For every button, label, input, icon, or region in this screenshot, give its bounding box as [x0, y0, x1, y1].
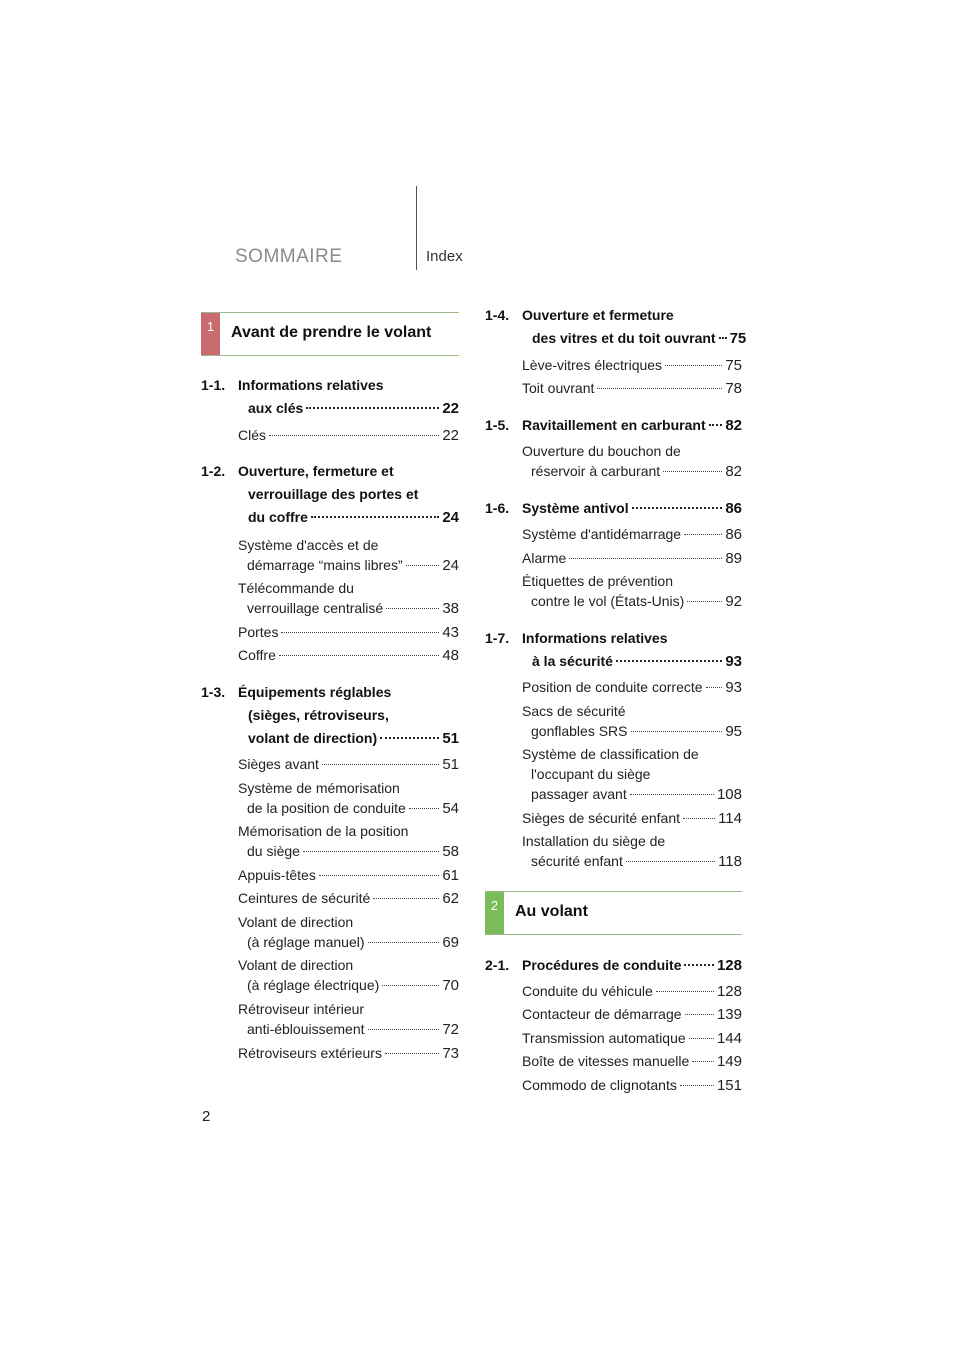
toc-item-ceintures[interactable]: Ceintures de sécurité 62 — [238, 890, 459, 907]
page-ref: 22 — [442, 427, 459, 444]
toc-item-appuis-tetes[interactable]: Appuis-têtes 61 — [238, 867, 459, 884]
toc-item-commodo[interactable]: Commodo de clignotants 151 — [522, 1077, 742, 1094]
page-ref: 58 — [442, 843, 459, 860]
page-ref: 62 — [442, 890, 459, 907]
section-number: 2 — [485, 892, 504, 934]
page-ref: 75 — [725, 357, 742, 374]
toc-item-alarme[interactable]: Alarme 89 — [522, 550, 742, 567]
toc-item-memorisation-siege[interactable]: Mémorisation de la position du siège 58 — [238, 823, 459, 860]
page-ref: 128 — [716, 983, 742, 1000]
section-banner-1[interactable] — [201, 312, 459, 356]
toc-item-position-conduite[interactable]: Position de conduite correcte 93 — [522, 679, 742, 696]
toc-item-contacteur[interactable]: Contacteur de démarrage 139 — [522, 1006, 742, 1023]
section-number: 1 — [201, 313, 220, 355]
toc-item-leve-vitres[interactable]: Lève-vitres électriques 75 — [522, 357, 742, 374]
page-ref: 86 — [725, 500, 742, 517]
toc-item-toit-ouvrant[interactable]: Toit ouvrant 78 — [522, 380, 742, 397]
page-ref: 82 — [725, 463, 742, 480]
page-ref: 51 — [442, 756, 459, 773]
page-ref: 93 — [725, 653, 742, 670]
toc-item-memorisation-conduite[interactable]: Système de mémorisation de la position de conduite 54 — [238, 780, 459, 817]
toc-item-etiquettes[interactable]: Étiquettes de prévention contre le vol (États-Unis) 92 — [522, 573, 742, 610]
page-ref: 128 — [716, 957, 742, 974]
page-ref: 78 — [725, 380, 742, 397]
contents-tab[interactable]: SOMMAIRE — [235, 246, 343, 267]
page-ref: 48 — [442, 647, 459, 664]
page-ref: 70 — [442, 977, 459, 994]
page-ref: 108 — [716, 786, 742, 803]
section-title: Au volant — [515, 903, 588, 920]
toc-item-acces-mains-libres[interactable]: Système d'accès et de démarrage “mains libres” 24 — [238, 537, 459, 574]
page-ref: 22 — [442, 400, 459, 417]
toc-item-transmission[interactable]: Transmission automatique 144 — [522, 1030, 742, 1047]
toc-item-bouchon-reservoir[interactable]: Ouverture du bouchon de réservoir à carburant 82 — [522, 443, 742, 480]
page-ref: 149 — [716, 1053, 742, 1070]
page-ref: 54 — [442, 800, 459, 817]
toc-item-boite-vitesses[interactable]: Boîte de vitesses manuelle 149 — [522, 1053, 742, 1070]
page-ref: 139 — [716, 1006, 742, 1023]
page-ref: 151 — [716, 1077, 742, 1094]
page-ref: 118 — [718, 853, 742, 870]
toc-item-volant-electrique[interactable]: Volant de direction (à réglage électrique) 70 — [238, 957, 459, 994]
toc-item-retroviseur-interieur[interactable]: Rétroviseur intérieur anti-éblouissement 72 — [238, 1001, 459, 1038]
page-ref: 24 — [442, 509, 459, 526]
page-ref: 73 — [442, 1045, 459, 1062]
section-title: Avant de prendre le volant — [231, 324, 432, 341]
page-number: 2 — [202, 1108, 211, 1125]
toc-item-sieges-avant[interactable]: Sièges avant 51 — [238, 756, 459, 773]
page-ref: 61 — [442, 867, 459, 884]
toc-item-conduite-vehicule[interactable]: Conduite du véhicule 128 — [522, 983, 742, 1000]
page-ref: 144 — [716, 1030, 742, 1047]
toc-item-antidemarrage[interactable]: Système d'antidémarrage 86 — [522, 526, 742, 543]
toc-item-cles[interactable]: Clés 22 — [238, 427, 459, 444]
toc-item-sieges-enfant[interactable]: Sièges de sécurité enfant 114 — [522, 810, 742, 827]
page-ref: 92 — [725, 593, 742, 610]
toc-item-classification-occupant[interactable]: Système de classification de l'occupant du siège passager avant 108 — [522, 746, 742, 803]
page-ref: 43 — [442, 624, 459, 641]
toc-item-sacs-securite[interactable]: Sacs de sécurité gonflables SRS 95 — [522, 703, 742, 740]
page-ref: 89 — [725, 550, 742, 567]
toc-item-installation-siege[interactable]: Installation du siège de sécurité enfant 118 — [522, 833, 742, 870]
page-ref: 69 — [442, 934, 459, 951]
section-banner-2[interactable] — [485, 891, 742, 935]
page-ref: 75 — [729, 330, 747, 347]
page-ref: 93 — [725, 679, 742, 696]
toc-item-retroviseurs-exterieurs[interactable]: Rétroviseurs extérieurs 73 — [238, 1045, 459, 1062]
toc-item-portes[interactable]: Portes 43 — [238, 624, 459, 641]
page-ref: 95 — [725, 723, 742, 740]
toc-item-telecommande[interactable]: Télécommande du verrouillage centralisé 38 — [238, 580, 459, 617]
page-ref: 114 — [718, 810, 742, 827]
page-ref: 82 — [725, 417, 742, 434]
page-ref: 51 — [442, 730, 459, 747]
index-link[interactable]: Index — [426, 248, 463, 265]
page-ref: 86 — [725, 526, 742, 543]
header-divider — [416, 186, 417, 270]
toc-item-volant-manuel[interactable]: Volant de direction (à réglage manuel) 69 — [238, 914, 459, 951]
page-ref: 38 — [442, 600, 459, 617]
page-ref: 72 — [442, 1021, 459, 1038]
page-ref: 24 — [442, 557, 459, 574]
toc-item-coffre[interactable]: Coffre 48 — [238, 647, 459, 664]
